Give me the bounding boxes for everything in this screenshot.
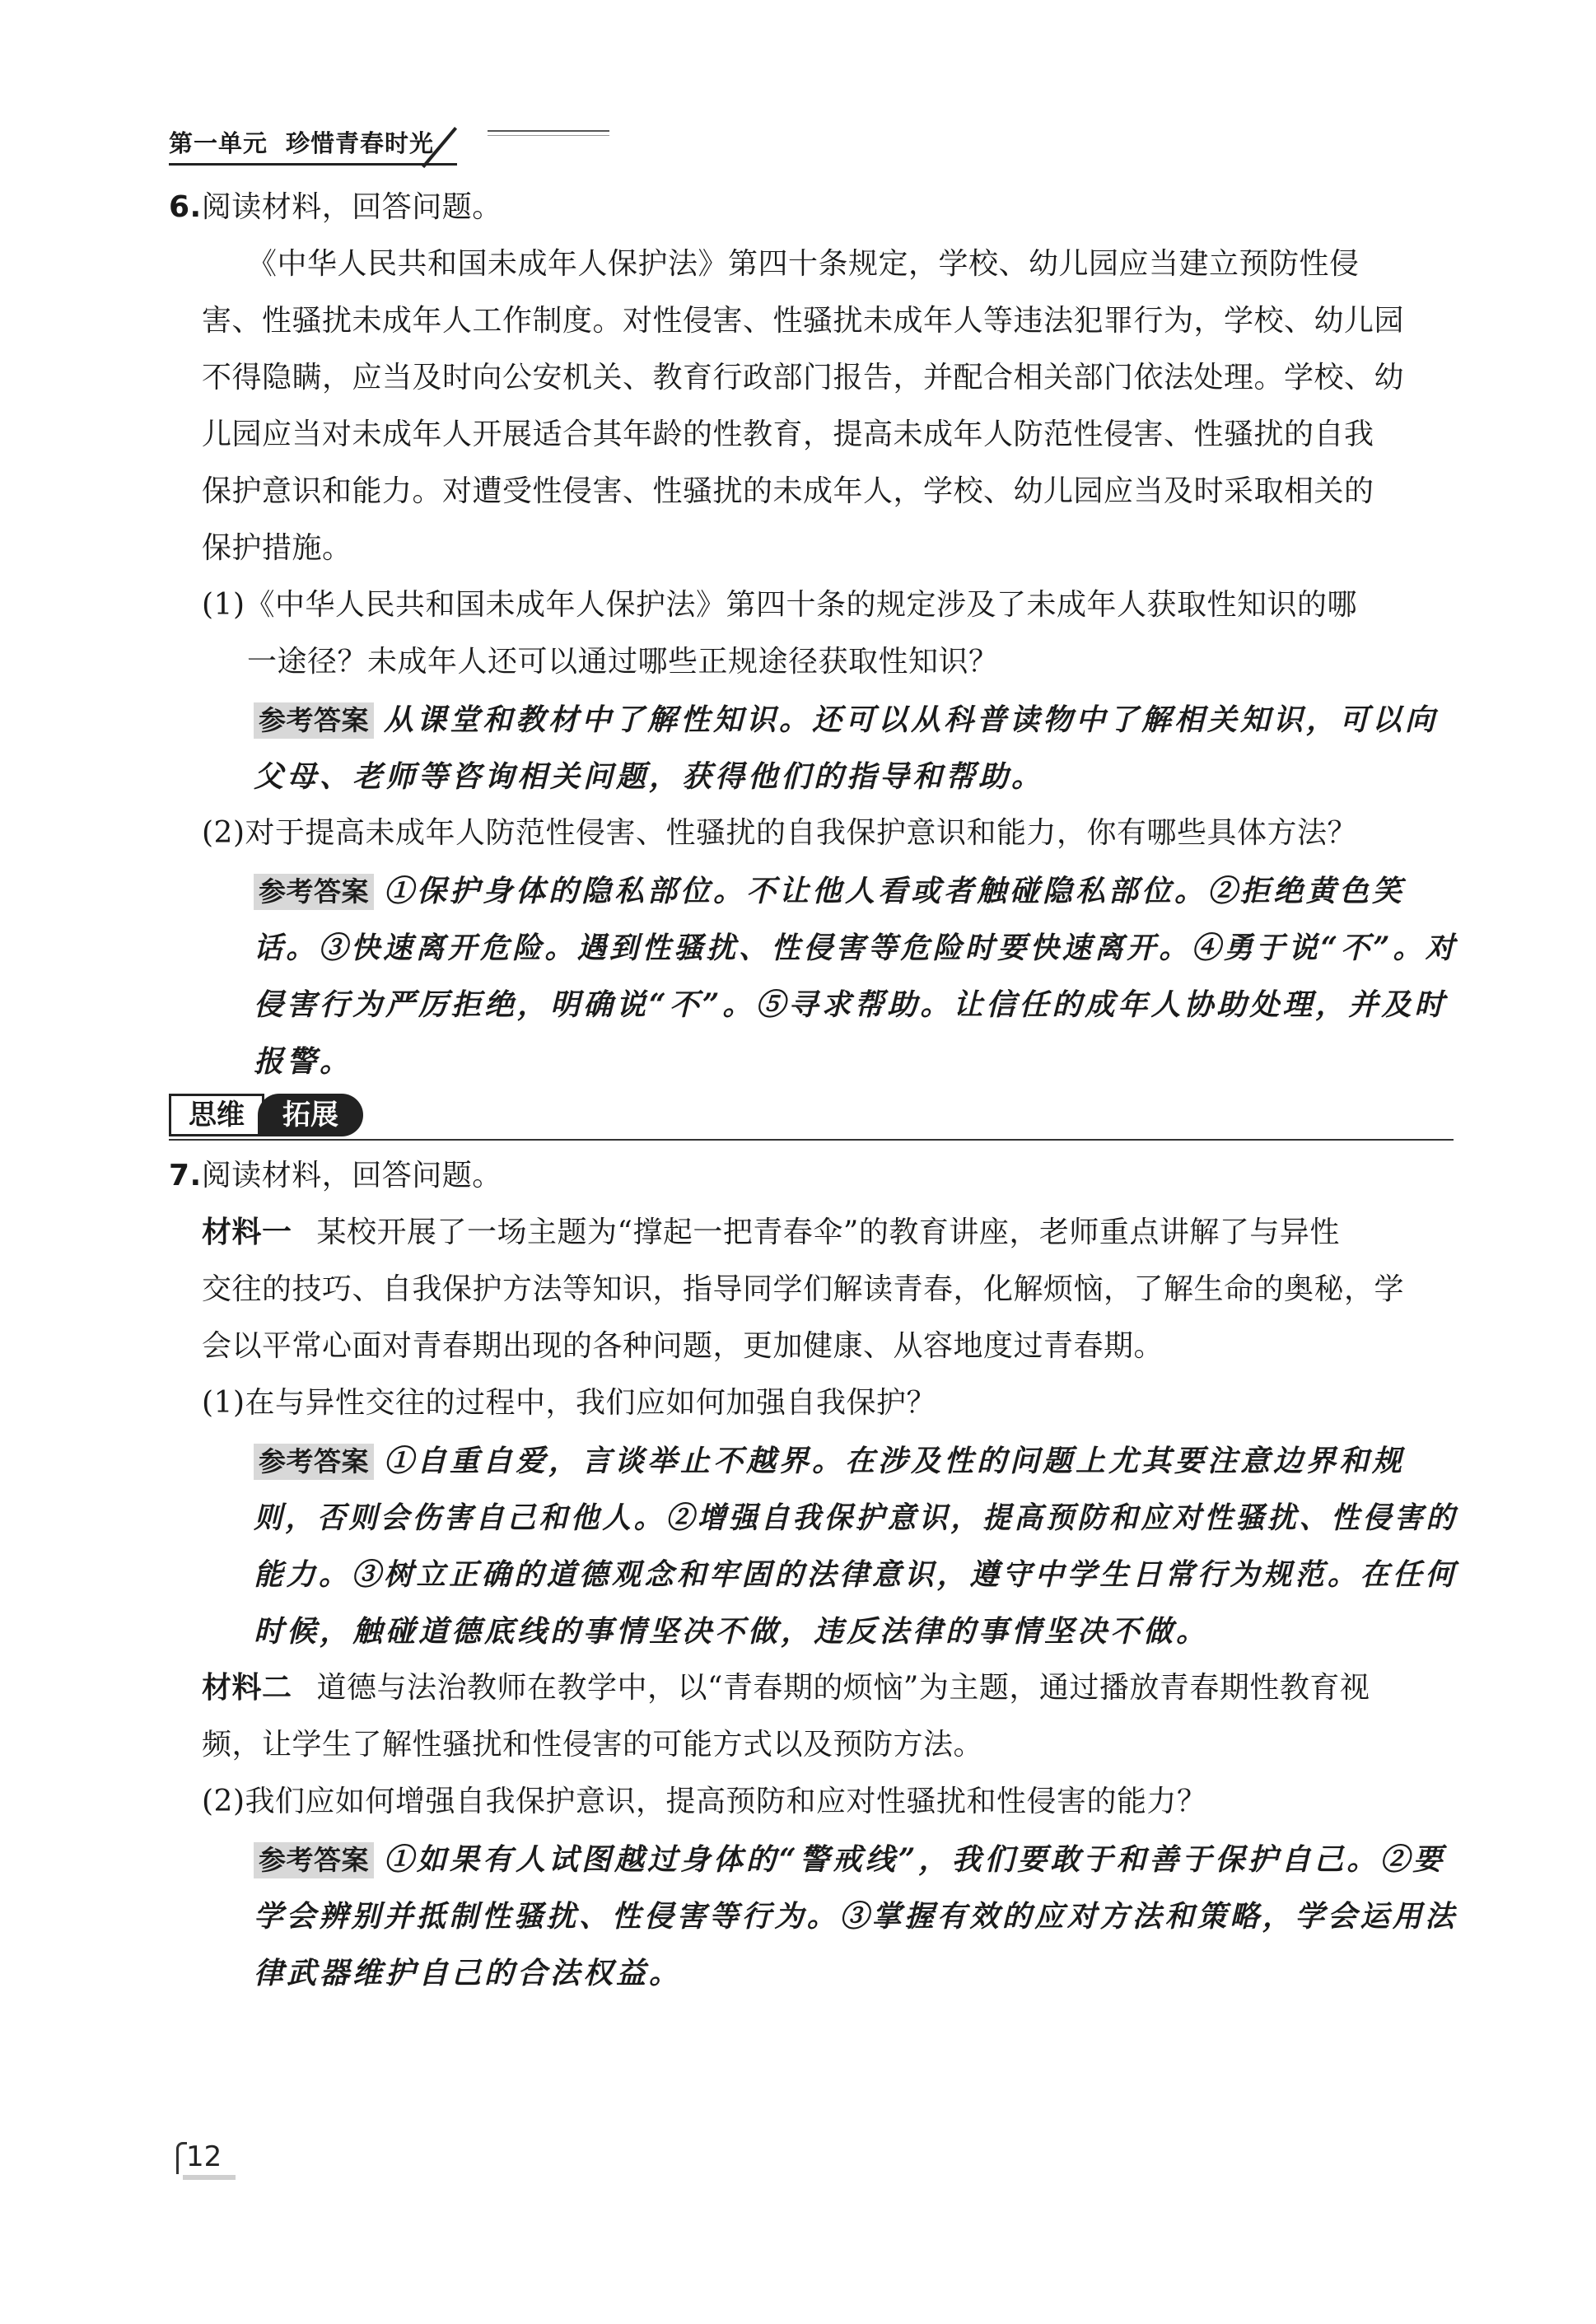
q6-material-line: 害、性骚扰未成年人工作制度。对性侵害、性骚扰未成年人等违法犯罪行为，学校、幼儿园	[202, 304, 1405, 338]
answer-text: 学会辨别并抵制性骚扰、性侵害等行为。③掌握有效的应对方法和策略，学会运用法	[254, 1899, 1458, 1934]
answer-text: ①保护身体的隐私部位。不让他人看或者触碰隐私部位。②拒绝黄色笑	[384, 874, 1406, 908]
header-unit: 第一单元	[169, 129, 268, 157]
q7-material1-line: 交往的技巧、自我保护方法等知识，指导同学们解读青春，化解烦恼，了解生命的奥秘，学	[202, 1272, 1405, 1306]
page-number-box	[176, 2137, 242, 2180]
q6-material-line: 不得隐瞒，应当及时向公安机关、教育行政部门报告，并配合相关部门依法处理。学校、幼	[202, 361, 1405, 394]
q6-sub1-question: 一途径？未成年人还可以通过哪些正规途径获取性知识？	[247, 645, 999, 679]
answer-text: 报警。	[254, 1044, 353, 1079]
header-line-decoration	[488, 130, 609, 132]
q7-sub2-question: (2)我们应如何增强自我保护意识，提高预防和应对性骚扰和性侵害的能力？	[202, 1785, 1207, 1818]
answer-label: 参考答案	[254, 702, 374, 739]
answer-label: 参考答案	[254, 1842, 374, 1878]
q6-material-line: 保护措施。	[202, 531, 352, 565]
material-label: 材料一	[202, 1216, 292, 1249]
answer-text: 从课堂和教材中了解性知识。还可以从科普读物中了解相关知识，可以向	[384, 702, 1439, 737]
material-text: 道德与法治教师在教学中，以“青春期的烦恼”为主题，通过播放青春期性教育视	[316, 1671, 1370, 1705]
header-text	[169, 125, 434, 159]
answer-text: 则，否则会伤害自己和他人。②增强自我保护意识，提高预防和应对性骚扰、性侵害的	[254, 1500, 1458, 1535]
q6-material-line: 儿园应当对未成年人开展适合其年龄的性教育，提高未成年人防范性侵害、性骚扰的自我	[202, 418, 1374, 451]
section-tag-left: 思维	[169, 1094, 264, 1136]
q7-heading	[169, 1158, 502, 1194]
header-line-decoration-thin	[488, 135, 609, 136]
answer-text: ①如果有人试图越过身体的“警戒线”，我们要敢于和善于保护自己。②要	[384, 1842, 1446, 1877]
q6-sub1-question: (1)《中华人民共和国未成年人保护法》第四十条的规定涉及了未成年人获取性知识的哪	[202, 588, 1357, 622]
q7-sub1-question: (1)在与异性交往的过程中，我们应如何加强自我保护？	[202, 1386, 936, 1420]
q6-prompt: 阅读材料，回答问题。	[201, 190, 502, 224]
answer-text: 时候，触碰道德底线的事情坚决不做，违反法律的事情坚决不做。	[254, 1614, 1210, 1649]
answer-text: 话。③快速离开危险。遇到性骚扰、性侵害等危险时要快速离开。④勇于说“不”。对	[254, 931, 1458, 965]
q7-number: 7.	[169, 1159, 202, 1192]
q7-material1-line	[202, 1215, 1340, 1251]
q6-heading	[169, 189, 502, 226]
answer-text: 律武器维护自己的合法权益。	[254, 1956, 683, 1990]
q7-material1-line: 会以平常心面对青春期出现的各种问题，更加健康、从容地度过青春期。	[202, 1329, 1164, 1363]
q6-sub2-question: (2)对于提高未成年人防范性侵害、性骚扰的自我保护意识和能力，你有哪些具体方法？	[202, 816, 1357, 850]
q6-material-line: 《中华人民共和国未成年人保护法》第四十条规定，学校、幼儿园应当建立预防性侵	[247, 247, 1360, 281]
q6-sub2-answer	[254, 873, 1405, 910]
q7-material2-line	[202, 1670, 1370, 1706]
q6-material-line: 保护意识和能力。对遭受性侵害、性骚扰的未成年人，学校、幼儿园应当及时采取相关的	[202, 474, 1374, 508]
q7-prompt: 阅读材料，回答问题。	[201, 1159, 502, 1192]
header-rule	[169, 163, 457, 166]
q7-material2-line: 频，让学生了解性骚扰和性侵害的可能方式以及预防方法。	[202, 1728, 984, 1762]
answer-label: 参考答案	[254, 874, 374, 910]
section-tag-right: 拓展	[258, 1094, 363, 1136]
q6-number: 6.	[169, 190, 202, 224]
section-rule	[169, 1139, 1454, 1141]
page-number-underline	[183, 2175, 236, 2180]
material-text: 某校开展了一场主题为“撑起一把青春伞”的教育讲座，老师重点讲解了与异性	[316, 1216, 1340, 1249]
header-title: 珍惜青春时光	[286, 129, 435, 157]
page-number: 12	[186, 2140, 222, 2173]
answer-text: 父母、老师等咨询相关问题，获得他们的指导和帮助。	[254, 759, 1045, 794]
answer-text: 侵害行为严厉拒绝，明确说“不”。⑤寻求帮助。让信任的成年人协助处理，并及时	[254, 987, 1448, 1022]
answer-text: ①自重自爱，言谈举止不越界。在涉及性的问题上尤其要注意边界和规	[384, 1444, 1406, 1478]
q7-sub1-answer	[254, 1443, 1405, 1480]
material-label: 材料二	[202, 1671, 292, 1705]
answer-label: 参考答案	[254, 1444, 374, 1480]
section-tag-thinking-extension	[169, 1094, 366, 1138]
answer-text: 能力。③树立正确的道德观念和牢固的法律意识，遵守中学生日常行为规范。在任何	[254, 1557, 1458, 1592]
q6-sub1-answer	[254, 702, 1438, 739]
q7-sub2-answer	[254, 1841, 1445, 1878]
